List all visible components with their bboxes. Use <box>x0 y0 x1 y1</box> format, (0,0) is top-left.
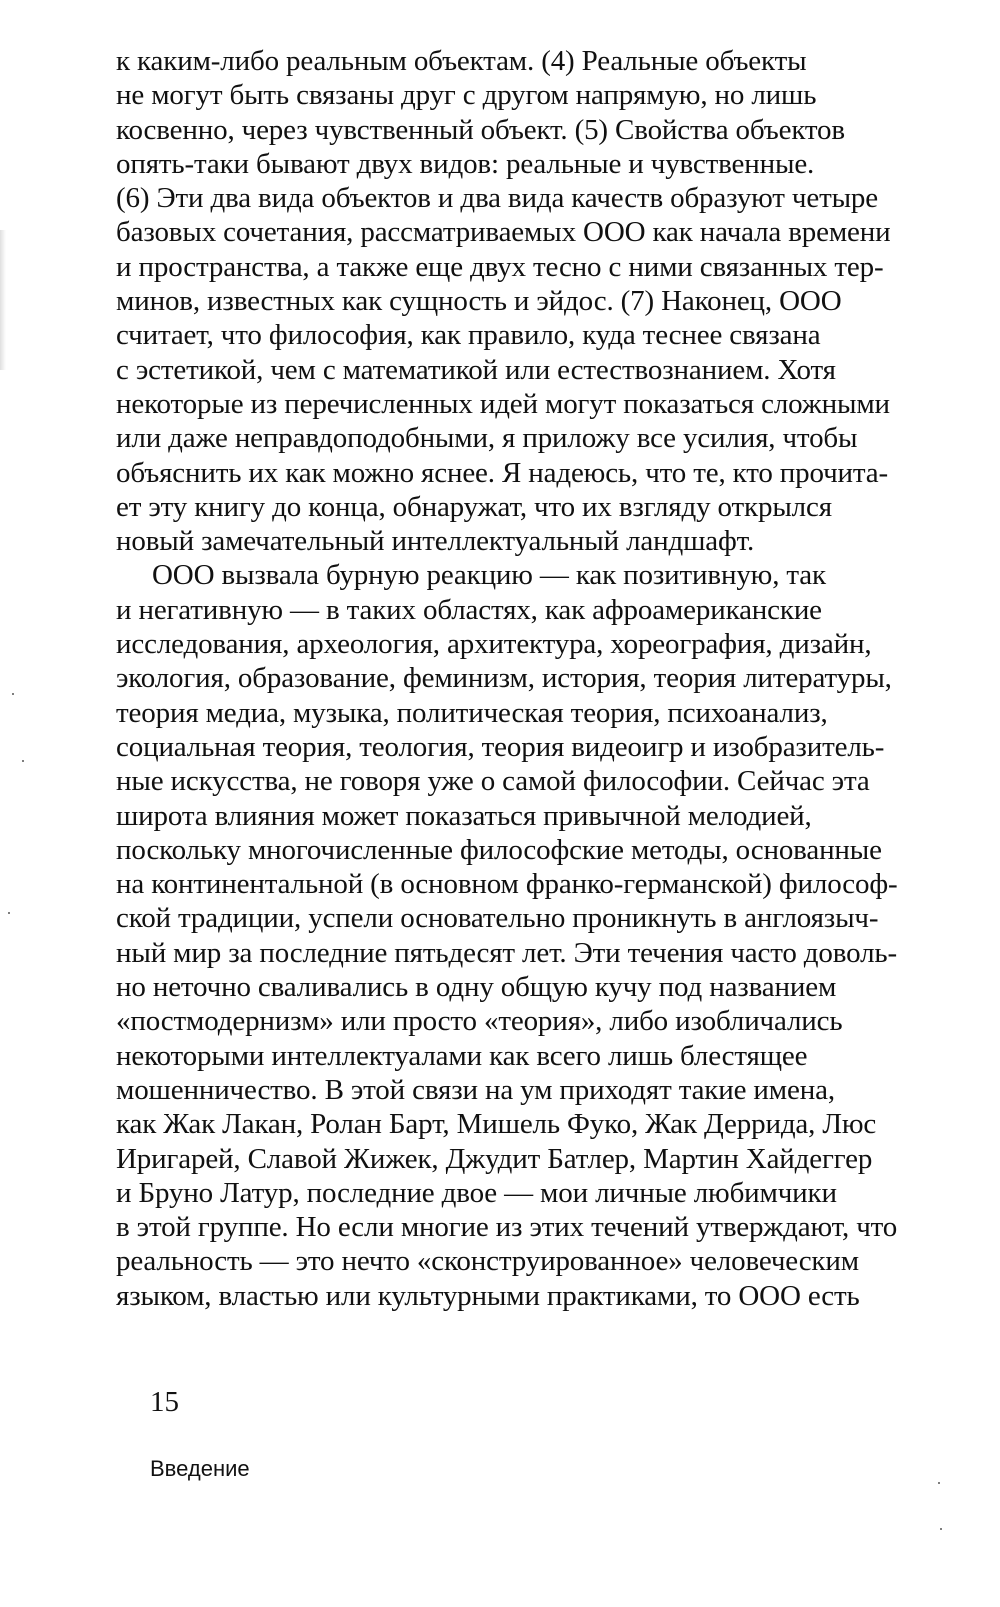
text-line: и Бруно Латур, последние двое — мои личные любимчики <box>116 1176 837 1209</box>
text-line: косвенно, через чувственный объект. (5) Свойства объектов <box>116 113 845 146</box>
text-line: ный мир за последние пятьдесят лет. Эти течения часто доволь- <box>116 936 897 969</box>
text-line: некоторыми интеллектуалами как всего лишь блестящее <box>116 1039 808 1072</box>
print-speck <box>22 760 24 762</box>
body-text <box>116 44 958 1313</box>
text-line: некоторые из перечисленных идей могут показаться сложными <box>116 387 890 420</box>
text-line: мошенничество. В этой связи на ум приходят такие имена, <box>116 1073 835 1106</box>
text-line: но неточно сваливались в одну общую кучу под названием <box>116 971 837 1004</box>
text-line: «постмодернизм» или просто «теория», либо изобличались <box>116 1005 843 1038</box>
text-line: на континентальной (в основном франко-германской) философ- <box>116 868 898 901</box>
text-line: новый замечательный интеллектуальный ландшафт. <box>116 525 755 558</box>
text-line: в этой группе. Но если многие из этих течений утверждают, что <box>116 1211 898 1244</box>
text-line: (6) Эти два вида объектов и два вида качеств образуют четыре <box>116 182 879 215</box>
text-line: не могут быть связаны друг с другом напрямую, но лишь <box>116 79 817 112</box>
text-line: реальность — это нечто «сконструированное» человеческим <box>116 1245 859 1278</box>
text-line: или даже неправдоподобными, я приложу все усилия, чтобы <box>116 422 858 455</box>
print-speck <box>938 1482 940 1484</box>
print-speck <box>8 912 10 914</box>
text-line: исследования, археология, архитектура, хореография, дизайн, <box>116 628 872 661</box>
text-line: социальная теория, теология, теория видеоигр и изобразитель- <box>116 730 885 763</box>
text-line: и негативную — в таких областях, как афроамериканские <box>116 593 822 626</box>
text-line: и пространства, а также еще двух тесно с ними связанных тер- <box>116 250 884 283</box>
text-line: теория медиа, музыка, политическая теория, психоанализ, <box>116 696 828 729</box>
text-line: с эстетикой, чем с математикой или естествознанием. Хотя <box>116 353 836 386</box>
text-line: к каким-либо реальным объектам. (4) Реальные объекты <box>116 45 807 77</box>
page-number: 15 <box>150 1386 179 1418</box>
text-line: Иригарей, Славой Жижек, Джудит Батлер, Мартин Хайдеггер <box>116 1142 873 1175</box>
paragraph-2 <box>116 558 958 1313</box>
print-speck <box>940 1528 942 1530</box>
print-speck <box>12 693 14 695</box>
text-line: объяснить их как можно яснее. Я надеюсь, что те, кто прочита- <box>116 456 889 489</box>
text-line: как Жак Лакан, Ролан Барт, Мишель Фуко, Жак Деррида, Люс <box>116 1108 877 1141</box>
text-line: ные искусства, не говоря уже о самой философии. Сейчас эта <box>116 765 870 798</box>
text-line: минов, известных как сущность и эйдос. (7) Наконец, ООО <box>116 285 842 318</box>
running-footer-section-title: Введение <box>150 1456 250 1481</box>
text-line: экология, образование, феминизм, история, теория литературы, <box>116 662 892 695</box>
text-line: базовых сочетания, рассматриваемых ООО как начала времени <box>116 216 891 249</box>
text-line: ООО вызвала бурную реакцию — как позитивную, так <box>152 559 826 592</box>
text-line: языком, властью или культурными практиками, то ООО есть <box>116 1279 860 1312</box>
text-line: поскольку многочисленные философские методы, основанные <box>116 833 882 866</box>
text-line: ет эту книгу до конца, обнаружат, что их взгляду открылся <box>116 490 832 523</box>
text-line: ской традиции, успели основательно проникнуть в англоязыч- <box>116 902 879 935</box>
page-edge-shadow <box>0 230 6 370</box>
text-line: считает, что философия, как правило, куда теснее связана <box>116 319 821 352</box>
text-line: опять-таки бывают двух видов: реальные и чувственные. <box>116 147 815 180</box>
text-line: широта влияния может показаться привычной мелодией, <box>116 799 812 832</box>
paragraph-1 <box>116 44 958 558</box>
